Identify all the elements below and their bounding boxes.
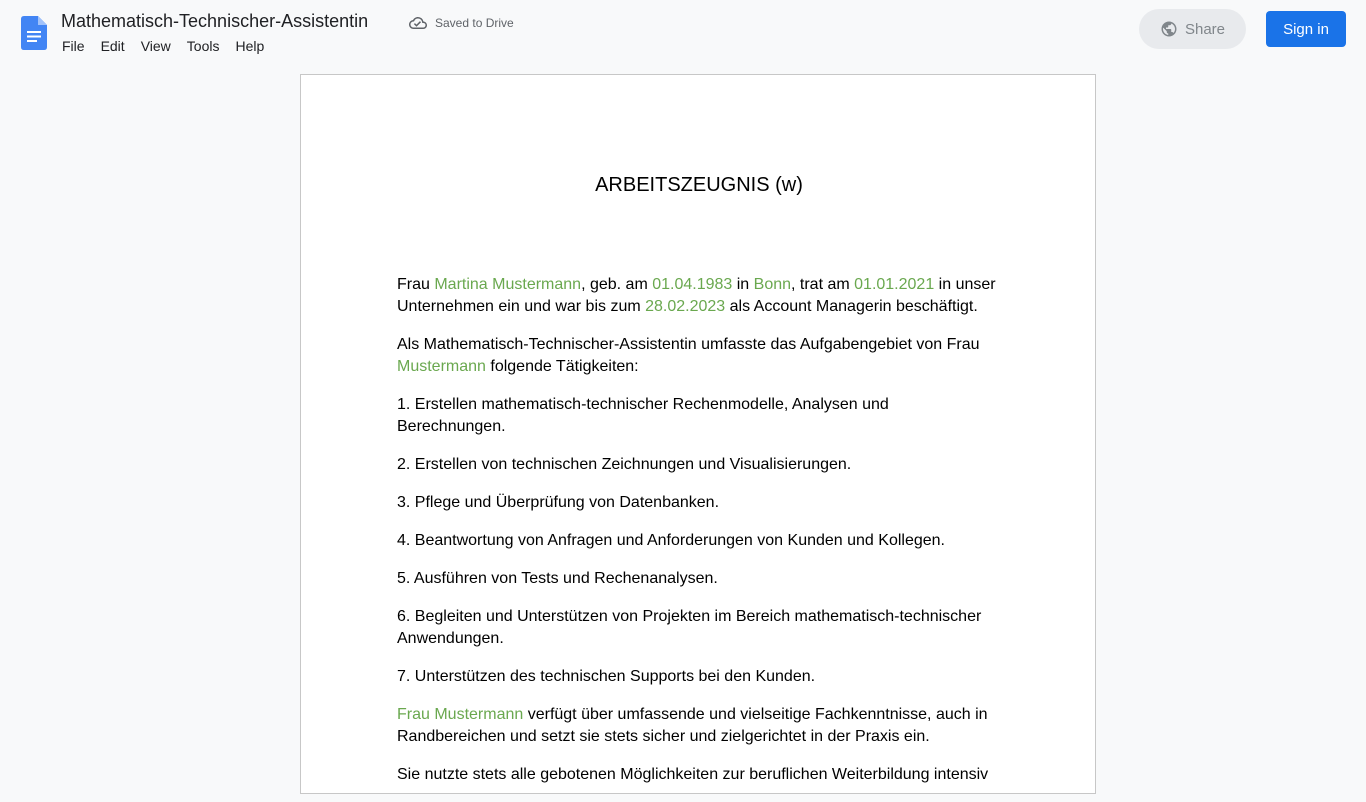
menu-view[interactable]: View <box>140 38 171 54</box>
menu-file[interactable]: File <box>62 38 85 54</box>
menu-bar <box>54 36 272 56</box>
birth-city: Bonn <box>753 276 792 293</box>
employee-name: Martina Mustermann <box>434 276 582 293</box>
app-header <box>0 0 1366 64</box>
task-item: 7. Unterstützen des technischen Supports bei den Kunden. <box>397 668 816 685</box>
task-item: 2. Erstellen von technischen Zeichnungen und Visualisierungen. <box>397 456 852 473</box>
task-item: 1. Erstellen mathematisch-technischer Rechenmodelle, Analysen und Berechnungen. <box>397 396 889 435</box>
globe-icon <box>1160 20 1178 38</box>
sign-in-button[interactable]: Sign in <box>1266 11 1346 47</box>
text-run: als Account Managerin beschäftigt. <box>725 298 978 315</box>
skills-paragraph <box>397 704 1001 748</box>
menu-edit[interactable]: Edit <box>100 38 125 54</box>
text-run: in <box>732 276 754 293</box>
end-date: 28.02.2023 <box>645 298 726 315</box>
employee-surname: Mustermann <box>397 358 486 375</box>
task-item: 6. Begleiten und Unterstützen von Projekten im Bereich mathematisch-technischer Anwendungen. <box>397 608 982 647</box>
text-run: , geb. am <box>581 276 653 293</box>
share-button[interactable] <box>1139 9 1246 49</box>
docs-icon[interactable] <box>21 16 47 50</box>
duties-intro-paragraph <box>397 334 1001 378</box>
cloud-done-icon <box>409 14 427 32</box>
saved-status-label: Saved to Drive <box>435 16 514 30</box>
task-item: 4. Beantwortung von Anfragen und Anforderungen von Kunden und Kollegen. <box>397 532 945 549</box>
birth-date: 01.04.1983 <box>652 276 733 293</box>
share-label: Share <box>1184 20 1226 38</box>
task-item: 3. Pflege und Überprüfung von Datenbanken. <box>397 494 720 511</box>
document-heading: ARBEITSZEUGNIS (w) <box>595 174 803 196</box>
document-body <box>397 274 1001 802</box>
training-paragraph: Sie nutzte stets alle gebotenen Möglichkeiten zur beruflichen Weiterbildung intensiv <box>397 766 989 783</box>
menu-tools[interactable]: Tools <box>186 38 220 54</box>
text-run: folgende Tätigkeiten: <box>485 358 639 375</box>
text-run: in unser Unternehmen ein und war bis zum <box>397 276 996 315</box>
document-title[interactable]: Mathematisch-Technischer-Assistentin <box>61 11 369 31</box>
text-run: Frau <box>397 276 435 293</box>
document-page[interactable] <box>300 74 1096 794</box>
start-date: 01.01.2021 <box>854 276 935 293</box>
text-run: verfügt über umfassende und vielseitige Fachkenntnisse, auch in Randbereichen und setzt sie stets sicher und zielgerichtet in der Praxis ein. <box>397 706 988 745</box>
saved-status[interactable] <box>409 14 514 32</box>
menu-help[interactable]: Help <box>235 38 265 54</box>
text-run: Als Mathematisch-Technischer-Assistentin umfasste das Aufgabengebiet von Frau <box>397 336 980 353</box>
intro-paragraph <box>397 274 1001 318</box>
employee-name-ref: Frau Mustermann <box>397 706 524 723</box>
text-run: , trat am <box>791 276 855 293</box>
task-item: 5. Ausführen von Tests und Rechenanalysen. <box>397 570 718 587</box>
